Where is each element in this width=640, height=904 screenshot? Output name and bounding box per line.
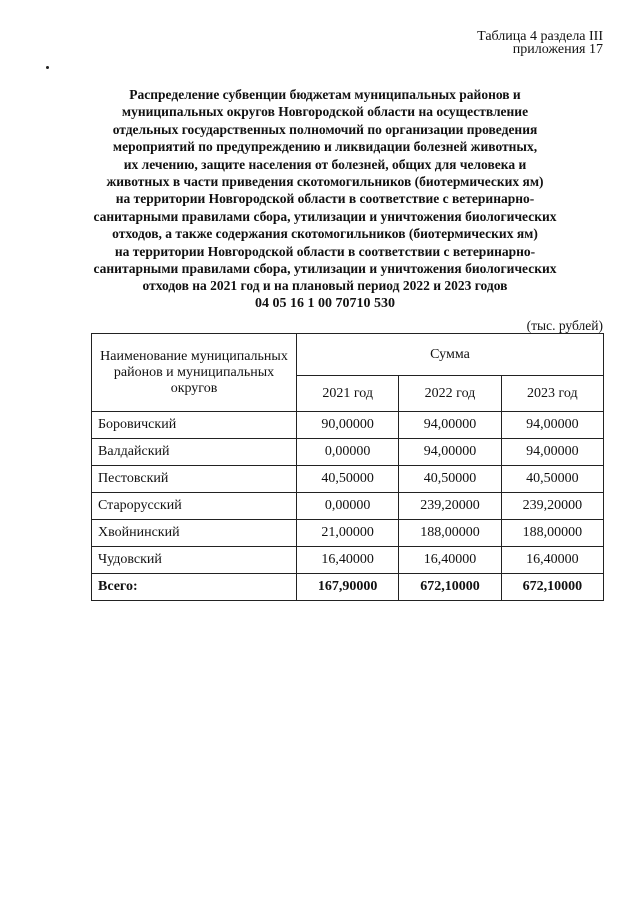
table-reference-line-2: приложения 17 [512,42,603,57]
title-line: мероприятий по предупреждению и ликвидации болезней животных, [112,139,538,155]
table-reference-line-1: Таблица 4 раздела III [477,29,603,44]
amount-2021: 0,00000 [297,439,399,466]
amount-2021: 90,00000 [297,412,399,439]
column-header-2022: 2022 год [399,376,501,412]
district-name: Чудовский [92,547,297,574]
title-line: отходов на 2021 год и на плановый период 2022 и 2023 годов [142,278,508,294]
title-line: их лечению, защите населения от болезней, общих для человека и [123,156,527,172]
column-header-name: Наименование муниципальных районов и муниципальных округов [92,334,297,412]
column-header-2023: 2023 год [501,376,603,412]
amount-2023: 239,20000 [501,493,603,520]
amount-2022: 16,40000 [399,547,501,574]
title-line: санитарными правилами сбора, утилизации и уничтожения биологических [93,208,557,224]
amount-2023: 16,40000 [501,547,603,574]
amount-2022: 94,00000 [399,439,501,466]
table-row [92,547,604,574]
title-line: Распределение субвенции бюджетам муниципальных районов и [129,87,521,102]
subsidy-table [91,333,604,601]
total-2022: 672,10000 [399,574,501,601]
amount-2023: 40,50000 [501,466,603,493]
title-line: отдельных государственных полномочий по организации проведения [112,121,538,137]
amount-2023: 188,00000 [501,520,603,547]
total-2021: 167,90000 [297,574,399,601]
table-row [92,493,604,520]
title-line: на территории Новгородской области в соответствие с ветеринарно- [115,191,535,207]
document-title [80,86,570,295]
stray-mark [46,66,49,69]
table-reference [477,30,603,56]
district-name: Валдайский [92,439,297,466]
total-row [92,574,604,601]
budget-code: 04 05 16 1 00 70710 530 [255,296,395,311]
column-header-2021: 2021 год [297,376,399,412]
title-line: животных в части приведения скотомогильников (биотермических ям) [106,174,544,190]
column-header-sum: Сумма [297,334,604,376]
title-line: муниципальных округов Новгородской области на осуществление [121,104,529,120]
table-row [92,466,604,493]
title-line: отходов, а также содержания скотомогильников (биотермических ям) [112,226,538,242]
title-line: санитарными правилами сбора, утилизации и уничтожения биологических [93,261,557,277]
amount-2021: 16,40000 [297,547,399,574]
table-header-row [92,334,604,376]
table-row [92,439,604,466]
district-name: Старорусский [92,493,297,520]
amount-2022: 94,00000 [399,412,501,439]
amount-2021: 40,50000 [297,466,399,493]
district-name: Хвойнинский [92,520,297,547]
table-row [92,520,604,547]
amount-2023: 94,00000 [501,439,603,466]
district-name: Пестовский [92,466,297,493]
unit-label: (тыс. рублей) [526,318,603,333]
amount-2022: 239,20000 [399,493,501,520]
title-line: на территории Новгородской области в соответствии с ветеринарно- [114,243,536,259]
total-2023: 672,10000 [501,574,603,601]
amount-2023: 94,00000 [501,412,603,439]
amount-2021: 0,00000 [297,493,399,520]
total-label: Всего: [92,574,297,601]
amount-2021: 21,00000 [297,520,399,547]
table-row [92,412,604,439]
amount-2022: 188,00000 [399,520,501,547]
district-name: Боровичский [92,412,297,439]
amount-2022: 40,50000 [399,466,501,493]
